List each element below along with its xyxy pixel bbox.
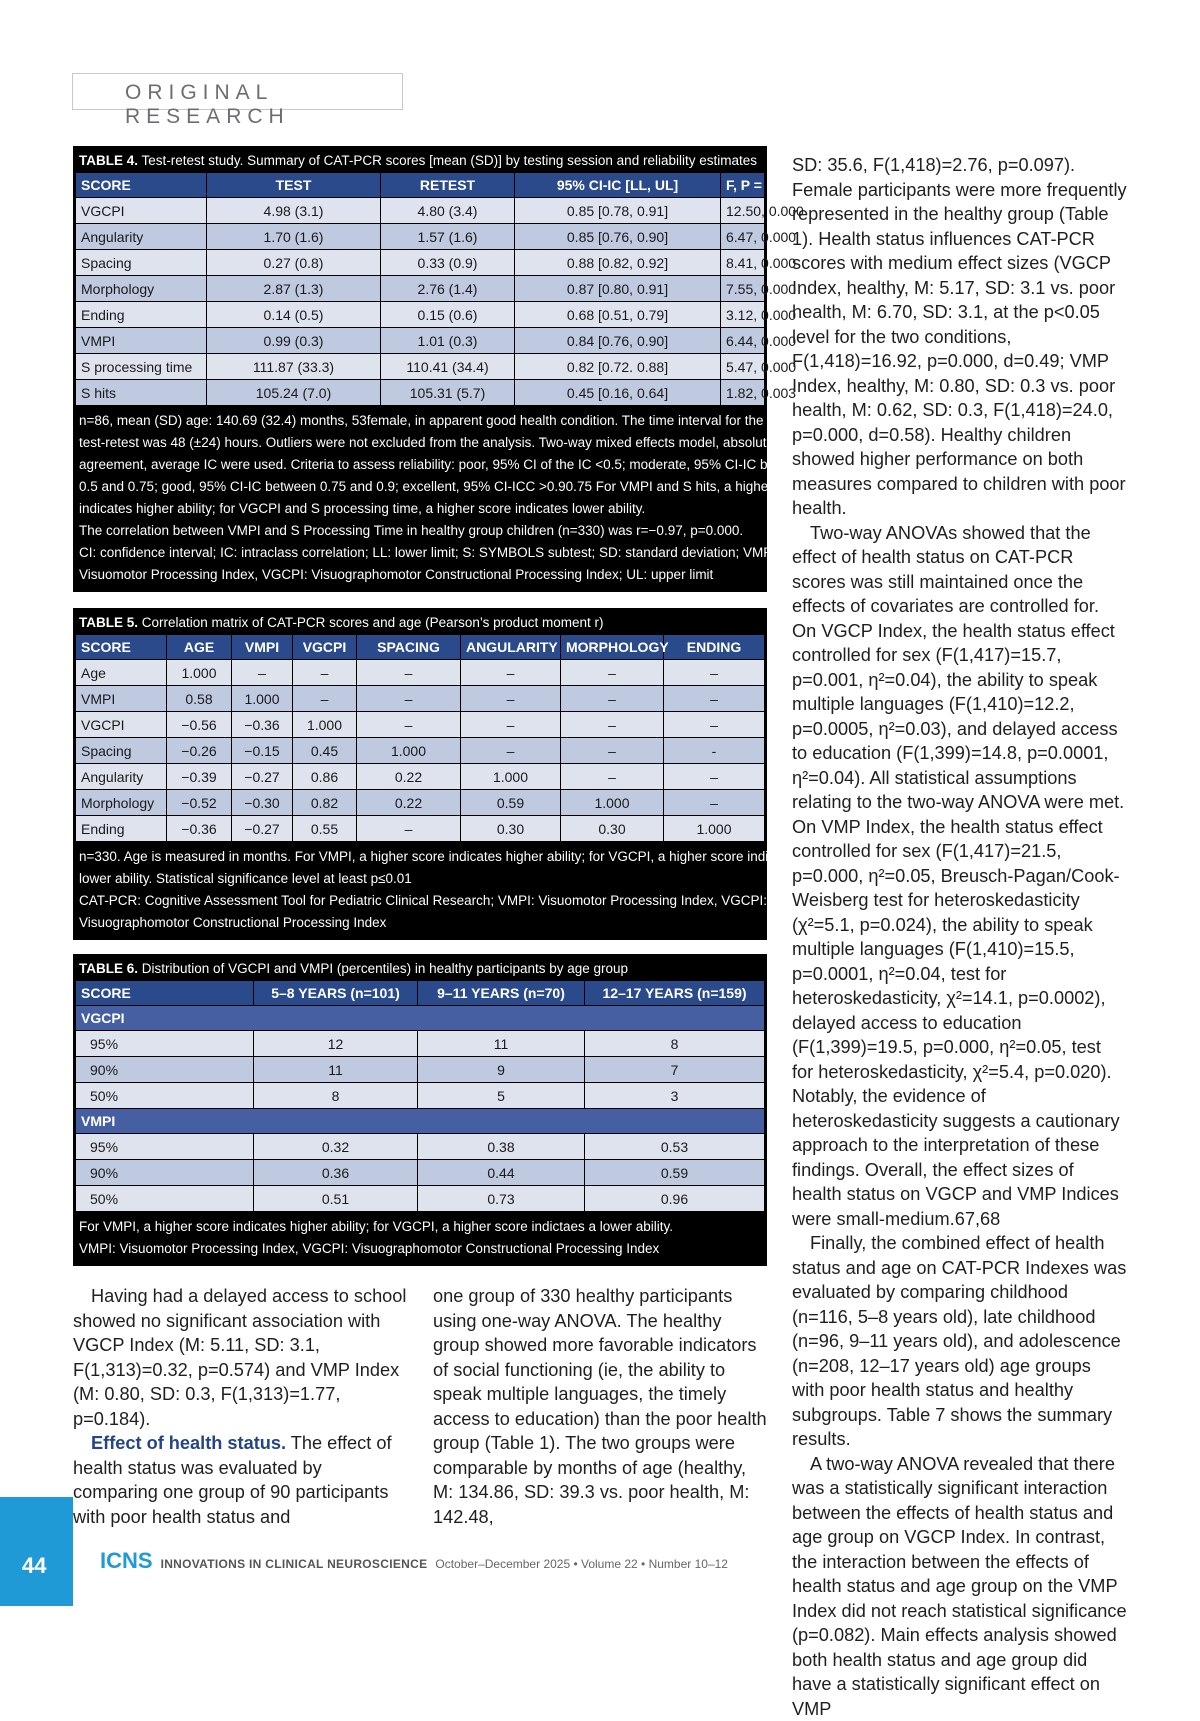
table-row: [76, 790, 765, 816]
table-row: [76, 224, 765, 250]
table-cell: –: [357, 712, 461, 738]
table-cell: –: [561, 764, 664, 790]
note-line: CI: confidence interval; IC: intraclass correlation; LL: lower limit; S: SYMBOLS subtest; SD: standard deviation; VMPI:: [79, 542, 761, 564]
row-label: Morphology: [76, 790, 167, 816]
table-cell: −0.56: [167, 712, 232, 738]
table-cell: 0.73: [418, 1186, 585, 1212]
row-label: VMPI: [76, 328, 207, 354]
column-header: AGE: [167, 635, 232, 660]
table-cell: –: [232, 660, 293, 686]
column-header: MORPHOLOGY: [561, 635, 664, 660]
table-row: [76, 1186, 765, 1212]
table-cell: −0.27: [232, 764, 293, 790]
table-cell: 4.98 (3.1): [207, 198, 381, 224]
table-cell: 1.000: [561, 790, 664, 816]
note-line: For VMPI, a higher score indicates higher ability; for VGCPI, a higher score indictaes a lower ability.: [79, 1216, 761, 1238]
issue-info: October–December 2025 • Volume 22 • Number 10–12: [435, 1557, 728, 1571]
row-label: 95%: [76, 1134, 254, 1160]
table-cell: –: [664, 712, 765, 738]
row-label: 50%: [76, 1083, 254, 1109]
group-label: VMPI: [76, 1109, 765, 1134]
paragraph: A two-way ANOVA revealed that there was a statistically significant interaction between the effects of health status and age group on VGCP Index. In contrast, the interaction between the effects of health status and age group on the VMP Index did not reach statistical significance (p=0.082). Main effects analysis showed both health status and age group did have a statistically significant effect on VMP: [792, 1452, 1127, 1721]
table-cell: 0.55: [293, 816, 357, 842]
column-header: SPACING: [357, 635, 461, 660]
table-cell: 0.33 (0.9): [381, 250, 515, 276]
table-cell: 5.47, 0.000: [721, 354, 765, 380]
table-row: [76, 816, 765, 842]
table-6: [73, 954, 767, 1266]
note-line: test-retest was 48 (±24) hours. Outliers were not excluded from the analysis. Two-way mixed effects model, absolute: [79, 432, 761, 454]
table-cell: 2.76 (1.4): [381, 276, 515, 302]
table-6-grid: [75, 980, 765, 1212]
table-5: [73, 608, 767, 940]
row-label: S processing time: [76, 354, 207, 380]
paragraph: Two-way ANOVAs showed that the effect of health status on CAT-PCR scores was still maintained once the effects of covariates are controlled for. On VGCP Index, the health status effect controlled for sex (F(1,417)=15.7, p=0.001, η²=0.04), the ability to speak multiple languages (F(1,410)=12.2, p=0.0005, η²=0.03), and delayed access to education (F(1,399)=14.8, p=0.0001, η²=0.04). All statistical assumptions relating to the two-way ANOVA were met. On VMP Index, the health status effect controlled for sex (F(1,417)=21.5, p=0.000, η²=0.05, Breusch-Pagan/Cook-Weisberg test for heteroskedasticity (χ²=5.1, p=0.024), the ability to speak multiple languages (F(1,410)=15.5, p=0.0001, η²=0.04, test for heteroskedasticity, χ²=14.1, p=0.0002), delayed access to education (F(1,399)=19.5, p=0.000, η²=0.05, test for heteroskedasticity, χ²=5.4, p=0.020). Notably, the evidence of heteroskedasticity suggests a cautionary approach to the interpretation of these findings. Overall, the effect sizes of health status on VGCP and VMP Indices were small-medium.67,68: [792, 521, 1127, 1232]
table-cell: −0.36: [232, 712, 293, 738]
table-cell: 6.47, 0.000: [721, 224, 765, 250]
note-line: 0.5 and 0.75; good, 95% CI-IC between 0.75 and 0.9; excellent, 95% CI-ICC >0.90.75 For VMPI and S hits, a higher score: [79, 476, 761, 498]
note-line: n=86, mean (SD) age: 140.69 (32.4) months, 53female, in apparent good health condition. The time interval for the: [79, 410, 761, 432]
table-row: [76, 276, 765, 302]
table-cell: 0.58: [167, 686, 232, 712]
group-row: [76, 1109, 765, 1134]
row-label: 95%: [76, 1031, 254, 1057]
row-label: 90%: [76, 1160, 254, 1186]
table-cell: 0.27 (0.8): [207, 250, 381, 276]
table-cell: 1.01 (0.3): [381, 328, 515, 354]
table-cell: −0.15: [232, 738, 293, 764]
table-row: [76, 660, 765, 686]
paragraph: SD: 35.6, F(1,418)=2.76, p=0.097). Female participants were more frequently represented in the healthy group (Table 1). Health status influences CAT-PCR scores with medium effect sizes (VGCP Index, healthy, M: 5.17, SD: 3.1 vs. poor health, M: 6.70, SD: 3.1, at the p<0.05 level for the two conditions, F(1,418)=16.92, p=0.000, d=0.49; VMP Index, healthy, M: 0.80, SD: 0.3 vs. poor health, M: 0.62, SD: 0.3, F(1,418)=24.0, p=0.000, d=0.58). Healthy children showed higher performance on both measures compared to children with poor health.: [792, 153, 1127, 521]
table-cell: –: [664, 660, 765, 686]
row-label: S hits: [76, 380, 207, 406]
table-cell: 1.000: [293, 712, 357, 738]
table-cell: 1.57 (1.6): [381, 224, 515, 250]
table-row: [76, 712, 765, 738]
table-cell: 0.99 (0.3): [207, 328, 381, 354]
table-cell: 0.85 [0.78, 0.91]: [515, 198, 721, 224]
table-cell: −0.27: [232, 816, 293, 842]
section-label: ORIGINAL RESEARCH: [125, 81, 402, 129]
table-cell: −0.52: [167, 790, 232, 816]
table-cell: 0.59: [585, 1160, 765, 1186]
table-row: [76, 686, 765, 712]
column-header: VMPI: [232, 635, 293, 660]
table-cell: 6.44, 0.000: [721, 328, 765, 354]
column-header: RETEST: [381, 173, 515, 198]
table-cell: –: [461, 660, 561, 686]
page-number-tab: [0, 1497, 73, 1606]
table-cell: −0.36: [167, 816, 232, 842]
row-label: Angularity: [76, 224, 207, 250]
row-label: Ending: [76, 816, 167, 842]
table-cell: −0.30: [232, 790, 293, 816]
table-cell: –: [357, 660, 461, 686]
group-row: [76, 1006, 765, 1031]
note-line: n=330. Age is measured in months. For VMPI, a higher score indicates higher ability; for VGCPI, a higher score indicates: [79, 846, 761, 868]
table-cell: 0.96: [585, 1186, 765, 1212]
table-cell: 8: [254, 1083, 418, 1109]
table-cell: 0.51: [254, 1186, 418, 1212]
table-cell: 0.44: [418, 1160, 585, 1186]
column-header: F, P =: [721, 173, 765, 198]
table-cell: 12.50, 0.000: [721, 198, 765, 224]
table-cell: 11: [418, 1031, 585, 1057]
table-cell: 2.87 (1.3): [207, 276, 381, 302]
table-cell: 3.12, 0.000: [721, 302, 765, 328]
table-cell: 110.41 (34.4): [381, 354, 515, 380]
table-cell: 1.000: [167, 660, 232, 686]
table-cell: –: [293, 660, 357, 686]
table-cell: 11: [254, 1057, 418, 1083]
column-header: SCORE: [76, 981, 254, 1006]
table-cell: –: [461, 738, 561, 764]
table-cell: 4.80 (3.4): [381, 198, 515, 224]
table-cell: –: [561, 660, 664, 686]
table-cell: –: [664, 686, 765, 712]
row-label: Spacing: [76, 250, 207, 276]
paragraph: Having had a delayed access to school showed no significant association with VGCP Index (M: 5.11, SD: 3.1, F(1,313)=0.32, p=0.574) and VMP Index (M: 0.80, SD: 0.3, F(1,313)=1.77, p=0.184).: [73, 1284, 408, 1431]
body-column-3: [792, 153, 1127, 1721]
table-cell: 1.000: [357, 738, 461, 764]
row-label: Ending: [76, 302, 207, 328]
table-cell: –: [357, 686, 461, 712]
column-header: ENDING: [664, 635, 765, 660]
table-cell: 0.14 (0.5): [207, 302, 381, 328]
table-cell: 0.15 (0.6): [381, 302, 515, 328]
note-line: agreement, average IC were used. Criteria to assess reliability: poor, 95% CI of the IC <0.5; moderate, 95% CI-IC between: [79, 454, 761, 476]
table-cell: 8: [585, 1031, 765, 1057]
journal-footer: [100, 1548, 728, 1574]
table-cell: –: [561, 686, 664, 712]
table-cell: 3: [585, 1083, 765, 1109]
row-label: Angularity: [76, 764, 167, 790]
table-cell: 0.53: [585, 1134, 765, 1160]
table-cell: 0.59: [461, 790, 561, 816]
table-cell: 0.45 [0.16, 0.64]: [515, 380, 721, 406]
paragraph: one group of 330 healthy participants using one-way ANOVA. The healthy group showed more favorable indicators of social functioning (ie, the ability to speak multiple languages, the timely access to education) than the poor health group (Table 1). The two groups were comparable by months of age (healthy, M: 134.86, SD: 39.3 vs. poor health, M: 142.48,: [433, 1284, 768, 1529]
table-cell: -: [664, 738, 765, 764]
note-line: CAT-PCR: Cognitive Assessment Tool for Pediatric Clinical Research; VMPI: Visuomotor Processing Index, VGCPI:: [79, 890, 761, 912]
page-number: 44: [22, 1553, 46, 1579]
table-6-notes: [75, 1212, 765, 1266]
table-cell: 0.82 [0.72. 0.88]: [515, 354, 721, 380]
table-cell: 0.86: [293, 764, 357, 790]
table-cell: 0.85 [0.76, 0.90]: [515, 224, 721, 250]
table-cell: 1.000: [664, 816, 765, 842]
column-header: 12–17 YEARS (n=159): [585, 981, 765, 1006]
table-cell: 0.84 [0.76, 0.90]: [515, 328, 721, 354]
table-row: [76, 380, 765, 406]
table-cell: −0.39: [167, 764, 232, 790]
table-row: [76, 328, 765, 354]
table-cell: 0.22: [357, 764, 461, 790]
table-cell: 0.82: [293, 790, 357, 816]
note-line: indicates higher ability; for VGCPI and S processing time, a higher score indicates lower ability.: [79, 498, 761, 520]
table-row: [76, 302, 765, 328]
table-row: [76, 738, 765, 764]
table-cell: 1.70 (1.6): [207, 224, 381, 250]
table-cell: 1.82, 0.003: [721, 380, 765, 406]
note-line: Visuographomotor Constructional Processing Index: [79, 912, 761, 934]
table-cell: 7.55, 0.000: [721, 276, 765, 302]
note-line: lower ability. Statistical significance level at least p≤0.01: [79, 868, 761, 890]
row-label: VGCPI: [76, 198, 207, 224]
row-label: 50%: [76, 1186, 254, 1212]
table-cell: 105.31 (5.7): [381, 380, 515, 406]
paragraph: Finally, the combined effect of health status and age on CAT-PCR Indexes was evaluated by comparing childhood (n=116, 5–8 years old), late childhood (n=96, 9–11 years old), and adolescence (n=208, 12–17 years old) age groups with poor health status and healthy subgroups. Table 7 shows the summary results.: [792, 1231, 1127, 1452]
table-cell: 0.22: [357, 790, 461, 816]
column-header: ANGULARITY: [461, 635, 561, 660]
table-cell: 0.87 [0.80, 0.91]: [515, 276, 721, 302]
column-header: 9–11 YEARS (n=70): [418, 981, 585, 1006]
table-cell: 0.30: [561, 816, 664, 842]
table-cell: –: [461, 712, 561, 738]
table-cell: 8.41, 0.000: [721, 250, 765, 276]
column-header: 95% CI-IC [LL, UL]: [515, 173, 721, 198]
journal-logo: ICNS: [100, 1548, 153, 1573]
table-row: [76, 1057, 765, 1083]
table-cell: 105.24 (7.0): [207, 380, 381, 406]
column-header: VGCPI: [293, 635, 357, 660]
table-4: [73, 146, 767, 592]
section-heading: Effect of health status.: [91, 1433, 286, 1453]
column-header: SCORE: [76, 635, 167, 660]
table-row: [76, 354, 765, 380]
table-cell: 0.88 [0.82, 0.92]: [515, 250, 721, 276]
table-row: [76, 1134, 765, 1160]
table-cell: –: [664, 790, 765, 816]
table-cell: 0.32: [254, 1134, 418, 1160]
table-cell: 0.45: [293, 738, 357, 764]
journal-name: INNOVATIONS IN CLINICAL NEUROSCIENCE: [161, 1557, 428, 1571]
table-cell: −0.26: [167, 738, 232, 764]
note-line: The correlation between VMPI and S Processing Time in healthy group children (n=330) was r=−0.97, p=0.000.: [79, 520, 761, 542]
table-4-caption: TABLE 4. Test-retest study. Summary of CAT-PCR scores [mean (SD)] by testing session and reliability estimates: [75, 146, 765, 172]
table-cell: –: [664, 764, 765, 790]
note-line: Visuomotor Processing Index, VGCPI: Visuographomotor Constructional Processing Index; UL: upper limit: [79, 564, 761, 586]
table-cell: 1.000: [461, 764, 561, 790]
row-label: VMPI: [76, 686, 167, 712]
row-label: Age: [76, 660, 167, 686]
table-cell: 7: [585, 1057, 765, 1083]
table-cell: 9: [418, 1057, 585, 1083]
table-cell: –: [561, 712, 664, 738]
note-line: VMPI: Visuomotor Processing Index, VGCPI: Visuographomotor Constructional Processing Index: [79, 1238, 761, 1260]
column-header: TEST: [207, 173, 381, 198]
table-5-grid: [75, 634, 765, 842]
row-label: Morphology: [76, 276, 207, 302]
section-label-box: [72, 73, 403, 110]
body-column-1: [73, 1284, 408, 1529]
table-cell: –: [561, 738, 664, 764]
table-cell: 12: [254, 1031, 418, 1057]
column-header: SCORE: [76, 173, 207, 198]
table-cell: 0.68 [0.51, 0.79]: [515, 302, 721, 328]
table-5-caption: TABLE 5. Correlation matrix of CAT-PCR scores and age (Pearson’s product moment r): [75, 608, 765, 634]
table-row: [76, 764, 765, 790]
row-label: VGCPI: [76, 712, 167, 738]
table-row: [76, 250, 765, 276]
table-5-notes: [75, 842, 765, 940]
table-6-caption: TABLE 6. Distribution of VGCPI and VMPI (percentiles) in healthy participants by age group: [75, 954, 765, 980]
table-row: [76, 1160, 765, 1186]
table-cell: –: [293, 686, 357, 712]
table-cell: 1.000: [232, 686, 293, 712]
table-cell: –: [357, 816, 461, 842]
table-4-notes: [75, 406, 765, 592]
column-header: 5–8 YEARS (n=101): [254, 981, 418, 1006]
table-cell: 5: [418, 1083, 585, 1109]
paragraph: Effect of health status. The effect of health status was evaluated by comparing one group of 90 participants with poor health status and: [73, 1431, 408, 1529]
table-cell: 0.36: [254, 1160, 418, 1186]
body-column-2: [433, 1284, 768, 1529]
table-4-grid: [75, 172, 765, 406]
table-row: [76, 1031, 765, 1057]
table-cell: 0.38: [418, 1134, 585, 1160]
row-label: Spacing: [76, 738, 167, 764]
table-cell: –: [461, 686, 561, 712]
table-cell: 111.87 (33.3): [207, 354, 381, 380]
group-label: VGCPI: [76, 1006, 765, 1031]
row-label: 90%: [76, 1057, 254, 1083]
table-row: [76, 198, 765, 224]
table-cell: 0.30: [461, 816, 561, 842]
table-row: [76, 1083, 765, 1109]
